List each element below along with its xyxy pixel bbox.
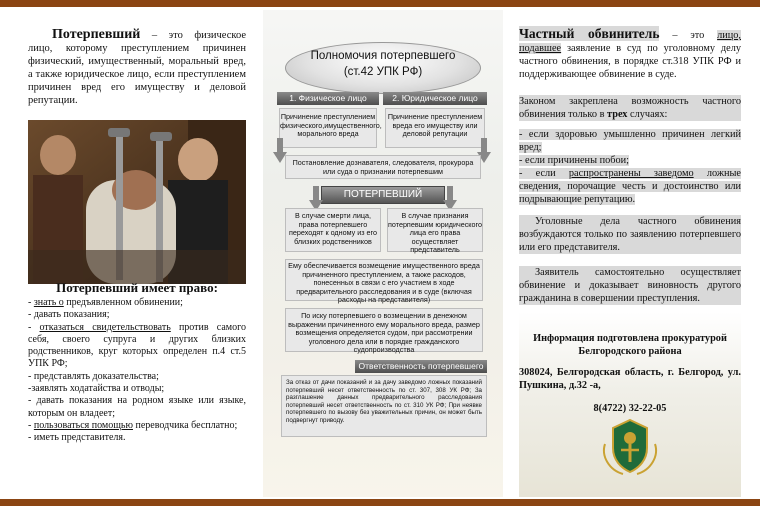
victim-header: ПОТЕРПЕВШИЙ: [321, 186, 445, 204]
courtroom-photo: [28, 120, 246, 284]
bottom-border-bar: [0, 499, 760, 506]
responsibility-header: Ответственность потерпевшего: [355, 360, 487, 373]
applicant-text: Заявитель самостоятельно осуществляет обвинение и доказывает виновность другого гражданина в совершении преступления.: [519, 267, 741, 304]
powers-diagram: [263, 10, 503, 497]
list-item: - иметь представителя.: [28, 432, 126, 444]
rights-link[interactable]: знать о: [33, 297, 64, 308]
list-item: - знать о предъявленном обвинении;: [28, 297, 183, 308]
list-item: - если распространены заведомо ложные сведения, порочащие честь и достоинство или подрывающие репутацию.: [519, 168, 741, 205]
legal-representative-box: В случае признания потерпевшим юридического лица его права осуществляет представитель: [387, 208, 483, 252]
info-title: Информация подготовлена прокуратурой Белгородского района: [533, 333, 727, 357]
private-prosecutor-term: Частный обвинитель: [519, 26, 660, 41]
resolution-box: Постановление дознавателя, следователя, прокурора или суда о признании потерпевшим: [285, 155, 481, 179]
list-item: - представлять доказательства;: [28, 370, 159, 382]
right-column: [519, 10, 741, 497]
responsibility-box: За отказ от дачи показаний и за дачу заведомо ложных показаний потерпевший несет ответственность по ст. 307, 308 УК РФ; За разглашение данных предварительного расследования потерпевший несет ответственность по ст. 310 УК РФ; При неявке потерпевшего по вызову без уважительных причин, он может быть подвергнут приводу.: [281, 375, 487, 437]
rights-list: [28, 297, 246, 445]
definition-link[interactable]: распространены заведомо: [568, 168, 694, 179]
address: 308024, Белгородская область, г. Белгород, ул. Пушкина, д.32 -а,: [519, 367, 741, 391]
rights-link[interactable]: отказаться свидетельствовать: [39, 321, 171, 333]
moral-harm-box: По иску потерпевшего о возмещении в денежном выражении причиненного ему морального вреда, размер возмещения определяется судом, при рассмотрении уголовного дела или в порядке гражданского судопроизводства: [285, 308, 483, 352]
list-item: - пользоваться помощью переводчика бесплатно;: [28, 419, 238, 431]
rights-link[interactable]: пользоваться помощью: [33, 419, 133, 431]
physical-person-header: 1. Физическое лицо: [277, 92, 379, 105]
list-item: - давать показания на родном языке или языке, которым он владеет;: [28, 395, 246, 419]
victim-term: Потерпевший: [52, 27, 141, 42]
death-case-box: В случае смерти лица, права потерпевшего переходят к одному из его близких родственников: [285, 208, 381, 252]
rights-title: Потерпевший имеет право:: [56, 280, 218, 295]
top-border-bar: [0, 0, 760, 7]
list-item: -заявлять ходатайства и отводы;: [28, 383, 165, 395]
phone: 8(4722) 32-22-05: [593, 403, 667, 414]
compensation-box: Ему обеспечивается возмещение имущественного вреда причиненного преступлением, а также расходов, понесенных в связи с его участием в ходе предварительного расследования и в суде (включая расходы на представителя): [285, 259, 483, 301]
victim-definition-text: – это физическое лицо, которому преступлением причинен физический, имущественный, моральный вред, а также юридическое лицо, если преступлением причинен вред его имуществу и деловой репутации.: [28, 30, 246, 106]
legal-person-box: Причинение преступлением вреда его имуществу или деловой репутации: [385, 108, 485, 148]
prosecutor-emblem-icon: [595, 414, 665, 480]
law-intro: Законом закреплена возможность частного обвинения только в трех случаях:: [519, 96, 741, 120]
legal-person-header: 2. Юридическое лицо: [383, 92, 487, 105]
definition-link[interactable]: подавшее: [519, 43, 562, 54]
physical-person-box: Причинение преступлением физического,имущественного, морального вреда: [279, 108, 377, 148]
private-prosecutor-definition: Частный обвинитель – это лицо, подавшее заявление в суд по уголовному делу частного обвинения, в порядке ст.318 УПК РФ и поддерживающее обвинение в суде.: [519, 26, 741, 80]
diagram-title: Полномочия потерпевшего (ст.42 УПК РФ): [310, 50, 456, 78]
case-list: [519, 128, 741, 206]
list-item: - отказаться свидетельствовать против самого себя, своего супруга и других близких родственников, круг которых определен п.4 ст.5 УПК РФ;: [28, 321, 246, 370]
criminal-cases-text: Уголовные дела частного обвинения возбуждаются только по заявлению потерпевшего или его представителя.: [519, 216, 741, 253]
list-item: - если здоровью умышленно причинен легкий вред;: [519, 129, 741, 153]
definition-link[interactable]: лицо,: [717, 30, 741, 41]
list-item: - если причинены побои;: [519, 155, 629, 166]
victim-definition: [28, 10, 246, 107]
left-column: [28, 10, 246, 497]
list-item: - давать показания;: [28, 309, 110, 321]
